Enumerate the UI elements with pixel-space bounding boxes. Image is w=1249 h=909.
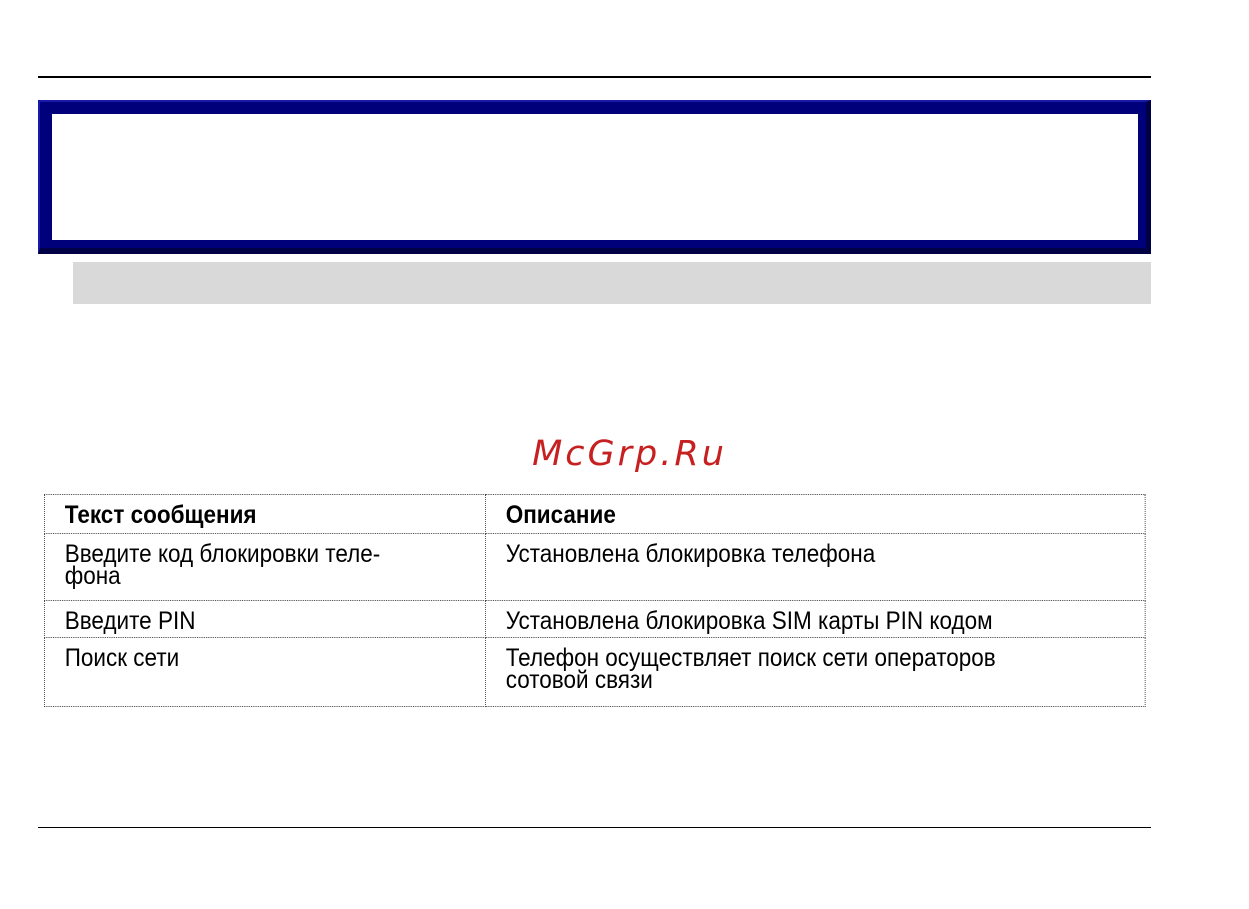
title-frame [38, 100, 1151, 254]
table-row [44, 601, 1145, 638]
watermark: McGrp.Ru [532, 434, 727, 474]
header-message-text: Текст сообщения [44, 495, 485, 534]
message-cell: Введите код блокировки теле- фона [44, 534, 485, 601]
description-cell: Установлена блокировка SIM карты PIN кодом [485, 601, 1145, 638]
section-heading-bar [73, 262, 1151, 304]
title-box [52, 114, 1138, 240]
message-table [44, 494, 1146, 707]
bottom-rule [38, 827, 1151, 828]
message-cell: Поиск сети [44, 638, 485, 707]
description-cell: Установлена блокировка телефона [485, 534, 1145, 601]
description-cell: Телефон осуществляет поиск сети операторов сотовой связи [485, 638, 1145, 707]
table-row [44, 534, 1145, 601]
table-header-row [44, 495, 1145, 534]
table-row [44, 638, 1145, 707]
top-rule [38, 76, 1151, 78]
header-description: Описание [485, 495, 1145, 534]
message-cell: Введите PIN [44, 601, 485, 638]
